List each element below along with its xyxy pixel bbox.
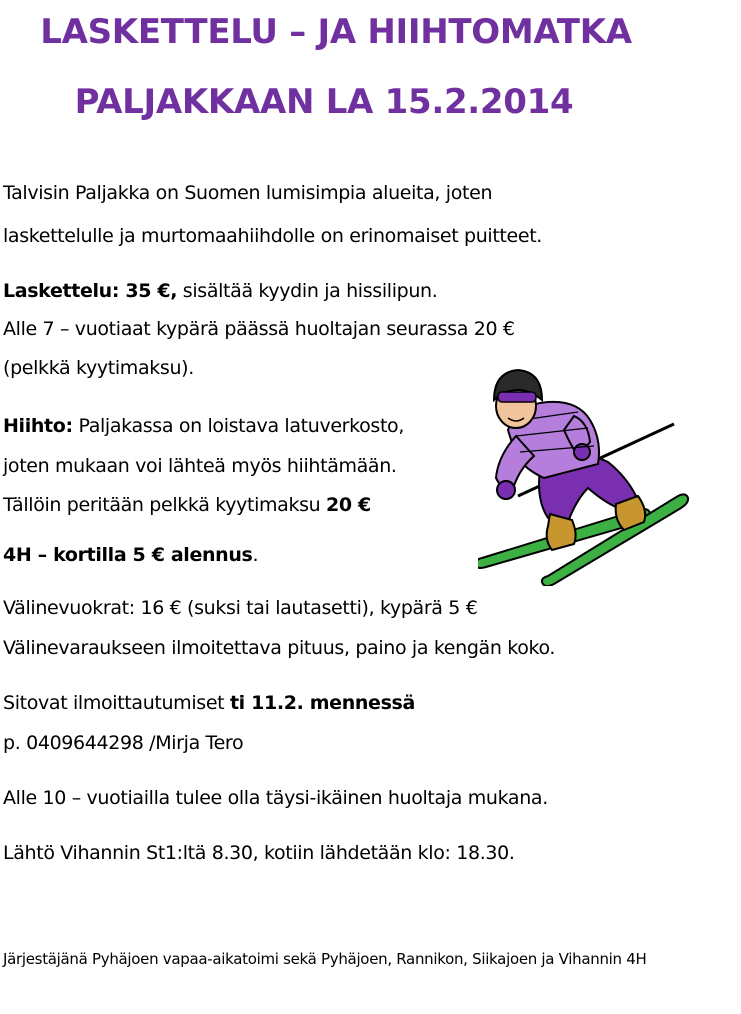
discount-bold: 4H – kortilla 5 € alennus: [3, 544, 253, 566]
title-line-2: PALJAKKAAN LA 15.2.2014: [74, 82, 574, 122]
discount-line: [3, 537, 258, 573]
ski-line-3-text: Tällöin peritään pelkkä kyytimaksu: [3, 494, 327, 516]
downhill-line-2: Alle 7 – vuotiaat kypärä päässä huoltajan seurassa 20 €: [3, 318, 515, 340]
guardian-note: Alle 10 – vuotiailla tulee olla täysi-ikäinen huoltaja mukana.: [3, 787, 548, 809]
ski-price: 20 €: [326, 494, 371, 516]
discount-end: .: [252, 544, 259, 566]
ski-line-1: [3, 408, 404, 444]
registration-deadline: ti 11.2. mennessä: [229, 692, 415, 714]
skier-boot-left-icon: [547, 514, 576, 550]
registration-text: Sitovat ilmoittautumiset: [3, 692, 230, 714]
ski-text: Paljakassa on loistava latuverkosto,: [72, 415, 405, 437]
ski-line-3: [3, 487, 371, 523]
downhill-line-3: (pelkkä kyytimaksu).: [3, 357, 194, 379]
ski-line-2: joten mukaan voi lähteä myös hiihtämään.: [3, 455, 397, 477]
downhill-price-line: [3, 273, 437, 309]
intro-line-1: Talvisin Paljakka on Suomen lumisimpia alueita, joten: [3, 182, 493, 204]
contact-phone: p. 0409644298 /Mirja Tero: [3, 732, 244, 754]
skier-glove-icon: [497, 481, 515, 499]
skier-goggles-icon: [498, 392, 536, 402]
skier-illustration-icon: [478, 360, 690, 586]
rental-line-1: Välinevuokrat: 16 € (suksi tai lautasetti), kypärä 5 €: [3, 597, 478, 619]
departure-info: Lähtö Vihannin St1:ltä 8.30, kotiin lähdetään klo: 18.30.: [3, 842, 515, 864]
organizer-note: Järjestäjänä Pyhäjoen vapaa-aikatoimi sekä Pyhäjoen, Rannikon, Siikajoen ja Vihannin 4H: [3, 950, 647, 968]
rental-line-2: Välinevaraukseen ilmoitettava pituus, paino ja kengän koko.: [3, 637, 556, 659]
intro-line-2: laskettelulle ja murtomaahiihdolle on erinomaiset puitteet.: [3, 225, 542, 247]
ski-label: Hiihto:: [3, 415, 73, 437]
downhill-label: Laskettelu: 35 €,: [3, 280, 178, 302]
registration-line: [3, 685, 415, 721]
title-line-1: LASKETTELU – JA HIIHTOMATKA: [40, 12, 632, 52]
downhill-text: sisältää kyydin ja hissilipun.: [177, 280, 438, 302]
